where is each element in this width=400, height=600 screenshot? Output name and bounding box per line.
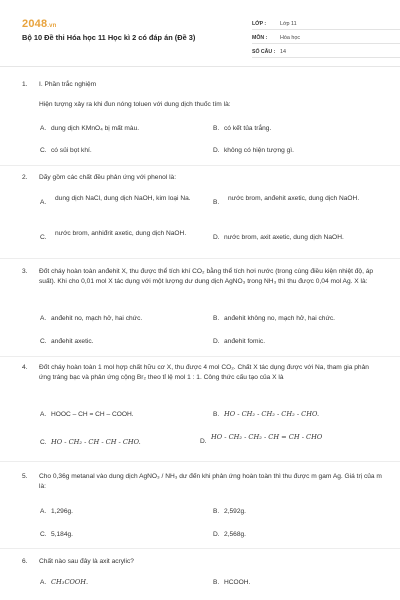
meta-label: MÔN : <box>252 35 268 42</box>
option-letter: A. <box>40 508 47 515</box>
option-letter: A. <box>40 199 47 206</box>
option-1b[interactable] <box>213 124 378 134</box>
question-separator <box>0 258 400 259</box>
exam-meta <box>252 17 400 59</box>
option-letter: A. <box>40 579 47 586</box>
question-text: Đốt cháy hoàn toàn 1 mol hợp chất hữu cơ X, thu được 4 mol CO₂. Chất X tác dụng được với Na, tham gia phản ứng tráng bạc và phản ứng cộng Br₂ theo tỉ lệ mol 1 : 1. Công thức cấu tạo của X là <box>39 364 369 381</box>
option-letter: B. <box>213 411 220 418</box>
meta-value: Lớp 11 <box>280 21 297 28</box>
option-5a[interactable] <box>40 507 210 517</box>
option-text: HO - CH₂ - CH₂ - CH₂ - CHO. <box>224 410 320 418</box>
question-separator <box>0 461 400 462</box>
option-letter: C. <box>40 439 47 446</box>
option-2c[interactable] <box>40 229 208 243</box>
question-number: 4. <box>22 364 28 371</box>
option-letter: C. <box>40 531 47 538</box>
question-text: Dãy gồm các chất đều phản ứng với phenol là: <box>39 174 177 181</box>
option-1c[interactable] <box>40 146 205 156</box>
option-4a[interactable] <box>40 410 210 420</box>
option-text: nước brom, anđehit axetic, dung dịch NaOH. <box>228 195 360 202</box>
option-text: HO - CH₂ - CH - CH - CHO. <box>51 438 141 446</box>
question-number: 1. <box>22 81 28 88</box>
question-separator <box>0 165 400 166</box>
option-text: có sủi bọt khí. <box>51 147 92 154</box>
meta-row-count <box>252 45 400 58</box>
option-letter: C. <box>40 338 47 345</box>
option-letter: C. <box>40 147 47 154</box>
site-logo[interactable] <box>22 17 57 33</box>
meta-label: LỚP : <box>252 21 267 28</box>
question-text: Cho 0,36g metanal vào dung dịch AgNO₃ / NH₃ dư đến khi phản ứng hoàn toàn thì thu được m gam Ag. Giá trị của m là: <box>39 473 382 490</box>
option-5c[interactable] <box>40 530 210 540</box>
option-text: dung dịch NaCl, dung dịch NaOH, kim loại Na. <box>55 195 191 202</box>
question-section: I. Phần trắc nghiệm <box>39 81 97 88</box>
option-5b[interactable] <box>213 507 383 517</box>
question-number: 6. <box>22 558 28 565</box>
meta-value: Hóa học <box>280 35 301 42</box>
question-number: 5. <box>22 473 28 480</box>
meta-label: SỐ CÂU : <box>252 49 276 56</box>
option-1a[interactable] <box>40 124 205 134</box>
option-text: 2,592g. <box>224 508 246 515</box>
option-letter: B. <box>213 508 220 515</box>
question-6 <box>22 557 382 567</box>
question-text: Đốt cháy hoàn toàn anđehit X, thu được thể tích khí CO₂ bằng thể tích hơi nước (trong cùng điều kiện nhiệt độ, áp suất). Khi cho 0,01 mol X tác dụng với một lượng dư dung dịch AgNO₃ trong NH₃ thì thu được 0,04 mol Ag. X là: <box>39 268 374 285</box>
option-6a[interactable] <box>40 578 210 588</box>
question-3 <box>22 267 382 286</box>
option-text: nước brom, axit axetic, dung dịch NaOH. <box>224 234 344 241</box>
option-letter: B. <box>213 199 220 206</box>
meta-row-class <box>252 17 400 30</box>
option-text: không có hiện tượng gì. <box>224 147 294 154</box>
option-text: có kết tủa trắng. <box>224 125 272 132</box>
question-number: 3. <box>22 268 28 275</box>
question-separator <box>0 356 400 357</box>
page-header <box>22 17 382 57</box>
option-2d[interactable] <box>213 233 383 243</box>
option-3b[interactable] <box>213 314 383 324</box>
question-text: Hiện tượng xảy ra khi đun nóng toluen với dung dịch thuốc tím là: <box>39 100 231 108</box>
option-3a[interactable] <box>40 314 210 324</box>
option-letter: A. <box>40 411 47 418</box>
option-2a[interactable] <box>40 194 208 208</box>
option-letter: D. <box>213 531 220 538</box>
option-text: CH₃COOH. <box>51 578 89 586</box>
option-letter: D. <box>213 234 220 241</box>
option-text: dung dịch KMnO₄ bị mất màu. <box>51 125 140 132</box>
option-text: nước brom, anhiđrit axetic, dung dịch NaOH. <box>55 230 187 237</box>
question-1 <box>22 80 382 109</box>
option-letter: A. <box>40 125 47 132</box>
option-text: HCOOH. <box>224 579 251 586</box>
meta-row-subject <box>252 31 400 44</box>
question-2 <box>22 173 382 183</box>
option-text: 5,184g. <box>51 531 73 538</box>
option-text: anđehit không no, mạch hở, hai chức. <box>224 315 336 322</box>
option-letter: C. <box>40 234 47 241</box>
option-3d[interactable] <box>213 337 383 347</box>
option-letter: D. <box>213 147 220 154</box>
option-letter: B. <box>213 125 220 132</box>
option-text: 1,296g. <box>51 508 73 515</box>
question-separator <box>0 548 400 549</box>
question-number: 2. <box>22 174 28 181</box>
question-text: Chất nào sau đây là axit acrylic? <box>39 558 134 565</box>
option-letter: B. <box>213 579 220 586</box>
page-title: Bộ 10 Đề thi Hóa học 11 Học kì 2 có đáp án (Đề 3) <box>22 33 196 42</box>
option-2b[interactable] <box>213 194 378 208</box>
option-3c[interactable] <box>40 337 210 347</box>
question-4 <box>22 363 382 382</box>
logo-main: 2048 <box>22 18 48 30</box>
logo-suffix: .vn <box>47 23 57 29</box>
option-5d[interactable] <box>213 530 383 540</box>
option-letter: A. <box>40 315 47 322</box>
option-text: anđehit axetic. <box>51 338 94 345</box>
option-text: HOOC – CH = CH – COOH. <box>51 411 134 418</box>
option-text: HO - CH₂ - CH₂ - CH = CH - CHO <box>211 433 323 441</box>
option-4d[interactable] <box>200 433 383 447</box>
header-divider <box>0 66 400 67</box>
option-4b[interactable] <box>213 410 383 420</box>
option-6b[interactable] <box>213 578 383 588</box>
option-4c[interactable] <box>40 438 212 448</box>
option-text: anđehit no, mạch hở, hai chức. <box>51 315 143 322</box>
option-1d[interactable] <box>213 146 378 156</box>
option-letter: D. <box>200 438 207 445</box>
option-text: anđehit fomic. <box>224 338 266 345</box>
option-letter: B. <box>213 315 220 322</box>
option-letter: D. <box>213 338 220 345</box>
question-5 <box>22 472 382 491</box>
meta-value: 14 <box>280 49 286 56</box>
option-text: 2,568g. <box>224 531 246 538</box>
